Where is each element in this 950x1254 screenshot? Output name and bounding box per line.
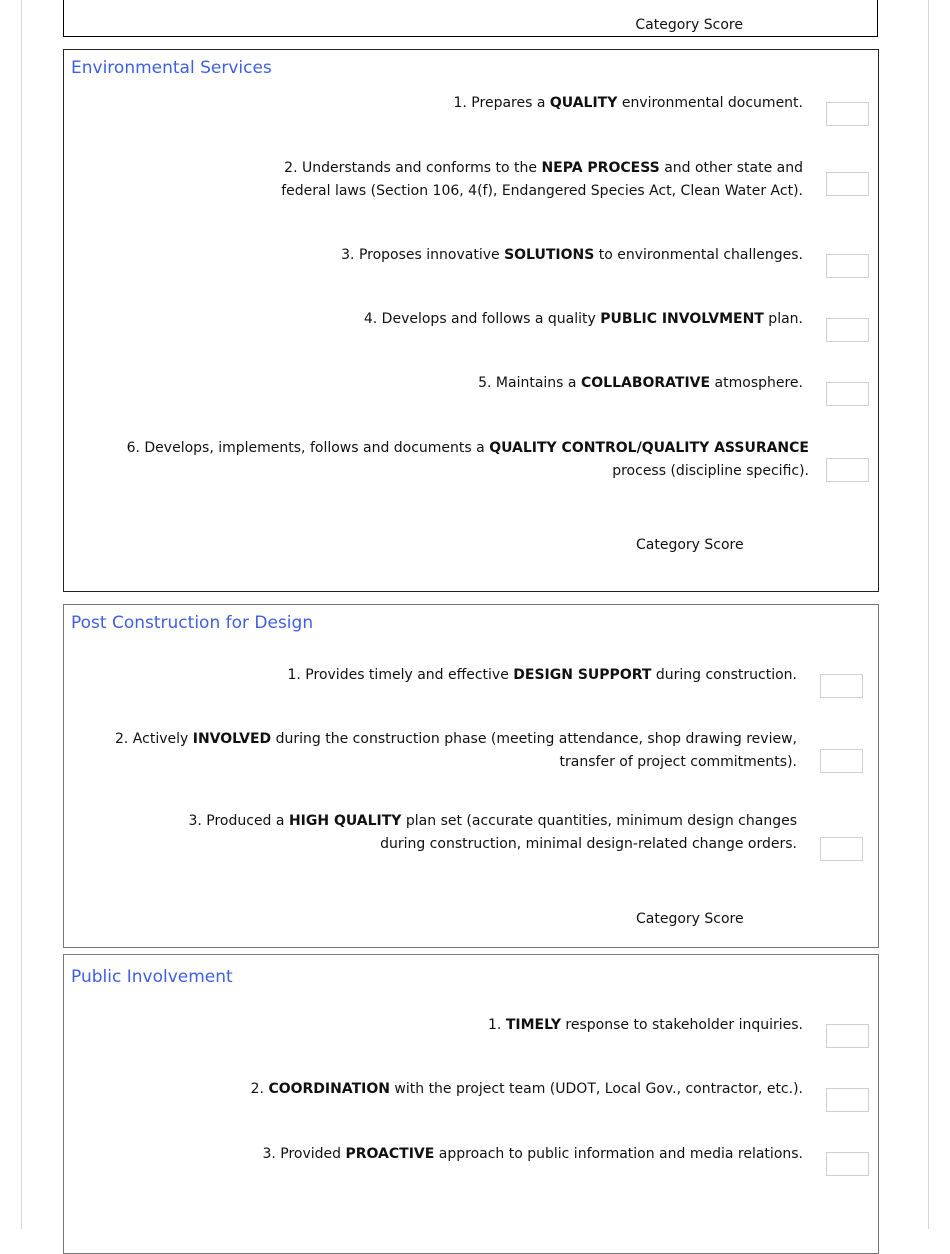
criterion-keyword: INVOLVED bbox=[192, 731, 272, 747]
criterion-text: during construction. bbox=[651, 667, 797, 683]
criterion-item bbox=[103, 1014, 803, 1037]
criterion-text: 2. Understands and conforms to the bbox=[284, 160, 542, 176]
category-score-label: Category Score bbox=[636, 911, 744, 927]
score-input[interactable] bbox=[826, 318, 869, 342]
section-post-construction bbox=[63, 604, 879, 948]
criterion-text: approach to public information and media relations. bbox=[434, 1146, 803, 1162]
criterion-item bbox=[103, 244, 803, 267]
criterion-keyword: PUBLIC INVOLVMENT bbox=[600, 311, 764, 327]
criterion-text: 5. Maintains a bbox=[478, 375, 581, 391]
criterion-text: and other state and federal laws (Section 106, 4(f), Endangered Species Act, Clean Water Act). bbox=[281, 160, 803, 199]
criterion-text: 3. Provided bbox=[262, 1146, 346, 1162]
section-title: Post Construction for Design bbox=[71, 613, 314, 633]
criterion-text: environmental document. bbox=[617, 95, 803, 111]
criterion-text: 6. Develops, implements, follows and documents a bbox=[126, 440, 490, 456]
criterion-keyword: HIGH QUALITY bbox=[288, 813, 402, 829]
criterion-text: process (discipline specific). bbox=[612, 463, 809, 479]
criterion-keyword: COLLABORATIVE bbox=[580, 375, 711, 391]
criterion-keyword: COORDINATION bbox=[268, 1081, 390, 1097]
score-input[interactable] bbox=[826, 458, 869, 482]
score-input[interactable] bbox=[820, 674, 863, 698]
category-score-label: Category Score bbox=[635, 17, 743, 33]
score-input[interactable] bbox=[826, 102, 869, 126]
previous-section-fragment bbox=[63, 0, 878, 37]
criterion-item bbox=[107, 728, 797, 774]
criterion-item bbox=[103, 92, 803, 115]
criterion-text: 1. Provides timely and effective bbox=[287, 667, 514, 683]
criterion-item bbox=[103, 1143, 803, 1166]
page-edge-right bbox=[928, 0, 929, 1229]
criterion-text: 1. bbox=[488, 1017, 506, 1033]
criterion-text: 2. bbox=[250, 1081, 269, 1097]
section-title: Environmental Services bbox=[71, 58, 272, 78]
score-input[interactable] bbox=[826, 172, 869, 196]
criterion-text: atmosphere. bbox=[710, 375, 803, 391]
criterion-text: 4. Develops and follows a quality bbox=[363, 311, 601, 327]
score-input[interactable] bbox=[826, 1024, 869, 1048]
criterion-keyword: NEPA PROCESS bbox=[541, 160, 660, 176]
criterion-text: with the project team (UDOT, Local Gov., contractor, etc.). bbox=[389, 1081, 803, 1097]
criterion-text: plan. bbox=[763, 311, 803, 327]
criterion-keyword: QUALITY bbox=[549, 95, 618, 111]
page-edge-left bbox=[21, 0, 22, 1229]
criterion-text: 3. Produced a bbox=[188, 813, 289, 829]
criterion-item bbox=[187, 810, 797, 856]
score-input[interactable] bbox=[826, 254, 869, 278]
category-score-label: Category Score bbox=[636, 537, 744, 553]
criterion-text: plan set (accurate quantities, minimum design changes during construction, minimal design-related change orders. bbox=[380, 813, 797, 852]
section-environmental-services bbox=[63, 49, 879, 592]
criterion-text: 2. Actively bbox=[115, 731, 193, 747]
score-input[interactable] bbox=[826, 1088, 869, 1112]
score-input[interactable] bbox=[820, 749, 863, 773]
criterion-item bbox=[103, 372, 803, 395]
criterion-text: 3. Proposes innovative bbox=[341, 247, 505, 263]
criterion-keyword: TIMELY bbox=[505, 1017, 561, 1033]
score-input[interactable] bbox=[826, 1152, 869, 1176]
criterion-keyword: SOLUTIONS bbox=[504, 247, 595, 263]
criterion-keyword: QUALITY CONTROL/QUALITY ASSURANCE bbox=[489, 440, 809, 456]
criterion-text: during the construction phase (meeting attendance, shop drawing review, transfer of project commitments). bbox=[271, 731, 797, 770]
score-input[interactable] bbox=[826, 382, 869, 406]
score-input[interactable] bbox=[820, 837, 863, 861]
criterion-item bbox=[97, 664, 797, 687]
section-title: Public Involvement bbox=[71, 967, 233, 987]
criterion-item bbox=[243, 157, 803, 203]
criterion-text: 1. Prepares a bbox=[453, 95, 550, 111]
criterion-keyword: PROACTIVE bbox=[345, 1146, 435, 1162]
section-public-involvement bbox=[63, 954, 879, 1254]
criterion-text: to environmental challenges. bbox=[594, 247, 803, 263]
criterion-item bbox=[103, 1078, 803, 1101]
criterion-text: response to stakeholder inquiries. bbox=[560, 1017, 803, 1033]
criterion-keyword: DESIGN SUPPORT bbox=[513, 667, 652, 683]
criterion-item bbox=[119, 437, 809, 483]
criterion-item bbox=[103, 308, 803, 331]
